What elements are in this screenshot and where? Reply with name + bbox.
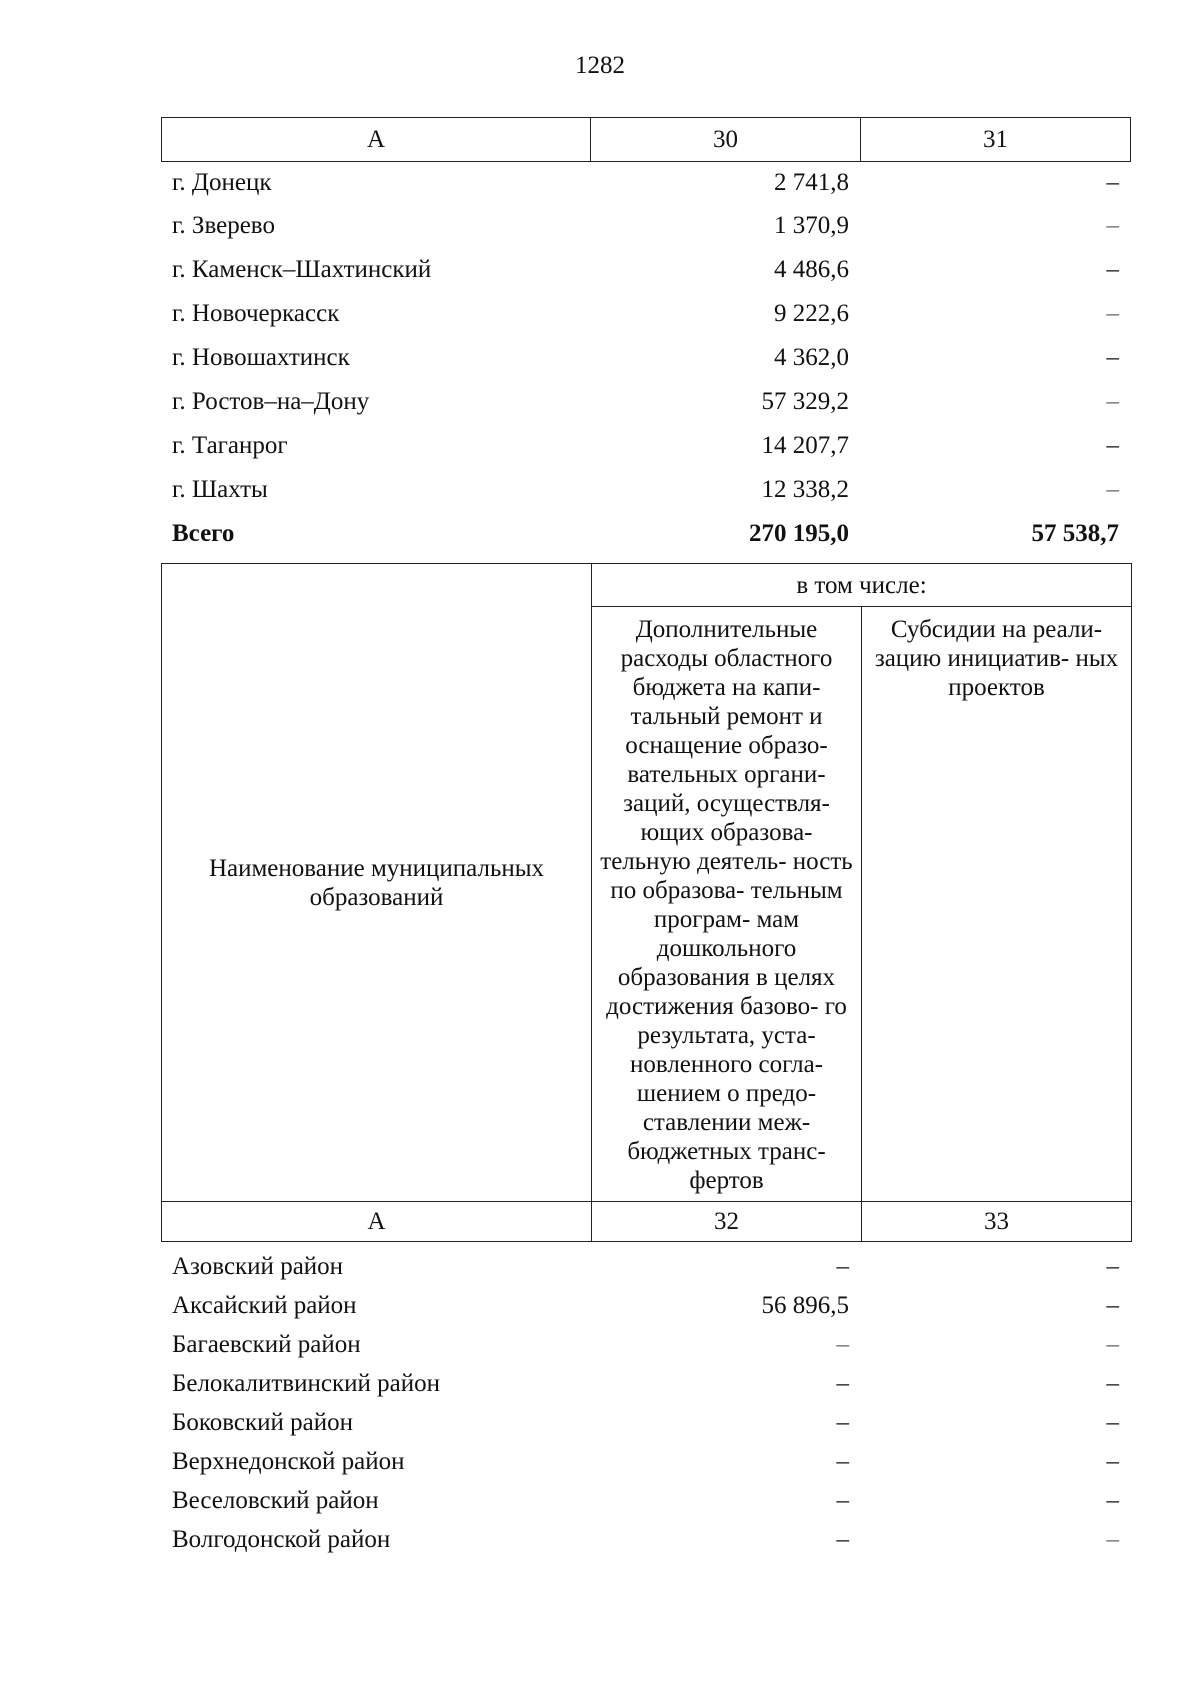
value-col32: –: [836, 1369, 849, 1397]
table1-header-30: 30: [591, 117, 861, 162]
table-row: [161, 469, 1131, 511]
total-col31: 57 538,7: [1031, 520, 1119, 547]
table-row: [161, 1403, 1131, 1442]
value-col33: –: [1106, 1525, 1119, 1553]
table-row: [161, 1481, 1131, 1520]
municipality-name: г. Новочеркасск: [172, 300, 340, 327]
value-col32: –: [836, 1330, 849, 1358]
value-col33: –: [1106, 1369, 1119, 1397]
table-row: [161, 425, 1131, 467]
value-col31: –: [1106, 432, 1119, 459]
value-col31: –: [1106, 256, 1119, 283]
total-label: Всего: [172, 520, 235, 547]
value-col30: 14 207,7: [761, 432, 849, 459]
value-col31: –: [1106, 300, 1119, 327]
municipality-name: г. Зверево: [172, 212, 275, 239]
table-row: [161, 337, 1131, 379]
value-col33: –: [1106, 1330, 1119, 1358]
value-col32: –: [836, 1525, 849, 1553]
value-col33: –: [1106, 1252, 1119, 1280]
value-col32: –: [836, 1486, 849, 1514]
value-col30: 4 486,6: [774, 256, 849, 283]
value-col32: –: [836, 1447, 849, 1475]
municipality-name: Веселовский район: [172, 1486, 379, 1514]
value-col33: –: [1106, 1291, 1119, 1319]
value-col31: –: [1106, 212, 1119, 239]
table1-header-a: А: [161, 117, 591, 162]
group-header: в том числе:: [592, 564, 1132, 607]
municipality-name: г. Каменск–Шахтинский: [172, 256, 432, 283]
value-col33: –: [1106, 1408, 1119, 1436]
municipality-name: Багаевский район: [172, 1330, 361, 1358]
value-col30: 9 222,6: [774, 300, 849, 327]
value-col30: 57 329,2: [761, 388, 849, 415]
table-row: [161, 249, 1131, 291]
table-row: [161, 1442, 1131, 1481]
municipality-name: Азовский район: [172, 1252, 344, 1280]
total-col30: 270 195,0: [749, 520, 849, 547]
table2-body: [161, 1247, 1131, 1559]
table-row: [161, 205, 1131, 247]
value-col31: –: [1106, 388, 1119, 415]
municipality-name: г. Новошахтинск: [172, 344, 350, 371]
value-col30: 4 362,0: [774, 344, 849, 371]
value-col32: –: [836, 1408, 849, 1436]
municipality-name: Верхнедонской район: [172, 1447, 405, 1475]
value-col31: –: [1106, 344, 1119, 371]
municipality-name: Аксайский район: [172, 1291, 357, 1319]
table1-header: [161, 117, 1131, 162]
municipality-name: Волгодонской район: [172, 1525, 391, 1553]
table-row: [161, 381, 1131, 423]
value-col31: –: [1106, 476, 1119, 503]
index-a: А: [162, 1202, 592, 1242]
col33-header: Субсидии на реали- зацию инициатив- ных проектов: [862, 607, 1132, 1202]
table-row: [161, 1520, 1131, 1559]
value-col33: –: [1106, 1447, 1119, 1475]
table-row: [161, 1364, 1131, 1403]
table-row: [161, 1325, 1131, 1364]
page-number: 1282: [575, 52, 625, 79]
value-col33: –: [1106, 1486, 1119, 1514]
col32-header: Дополнительные расходы областного бюджета на капи- тальный ремонт и оснащение образо- вательных органи- заций, осуществля- ющих образова- тельную деятель- ность по образова- тельным програм- мам дошкольного образования в целях достижения базово- го результата, уста- новленного согла- шением о предо- ставлении меж- бюджетных транс- фертов: [592, 607, 862, 1202]
municipality-header: Наименование муниципальных образований: [162, 564, 592, 1202]
table-row: [161, 1286, 1131, 1325]
value-col30: 1 370,9: [774, 212, 849, 239]
table2-header: [161, 563, 1132, 1242]
municipality-name: Боковский район: [172, 1408, 353, 1436]
table-row: [161, 1247, 1131, 1286]
value-col31: –: [1106, 169, 1119, 196]
value-col32: –: [836, 1252, 849, 1280]
value-col32: 56 896,5: [761, 1291, 849, 1319]
index-32: 32: [592, 1202, 862, 1242]
municipality-name: Белокалитвинский район: [172, 1369, 440, 1397]
value-col30: 12 338,2: [761, 476, 849, 503]
municipality-name: г. Донецк: [172, 169, 272, 196]
municipality-name: г. Шахты: [172, 476, 268, 503]
municipality-name: г. Ростов–на–Дону: [172, 388, 370, 415]
table-row: [161, 293, 1131, 335]
total-row: [161, 513, 1131, 555]
municipality-name: г. Таганрог: [172, 432, 288, 459]
index-33: 33: [862, 1202, 1132, 1242]
value-col30: 2 741,8: [774, 169, 849, 196]
table-row: [161, 162, 1131, 204]
table1-header-31: 31: [861, 117, 1131, 162]
